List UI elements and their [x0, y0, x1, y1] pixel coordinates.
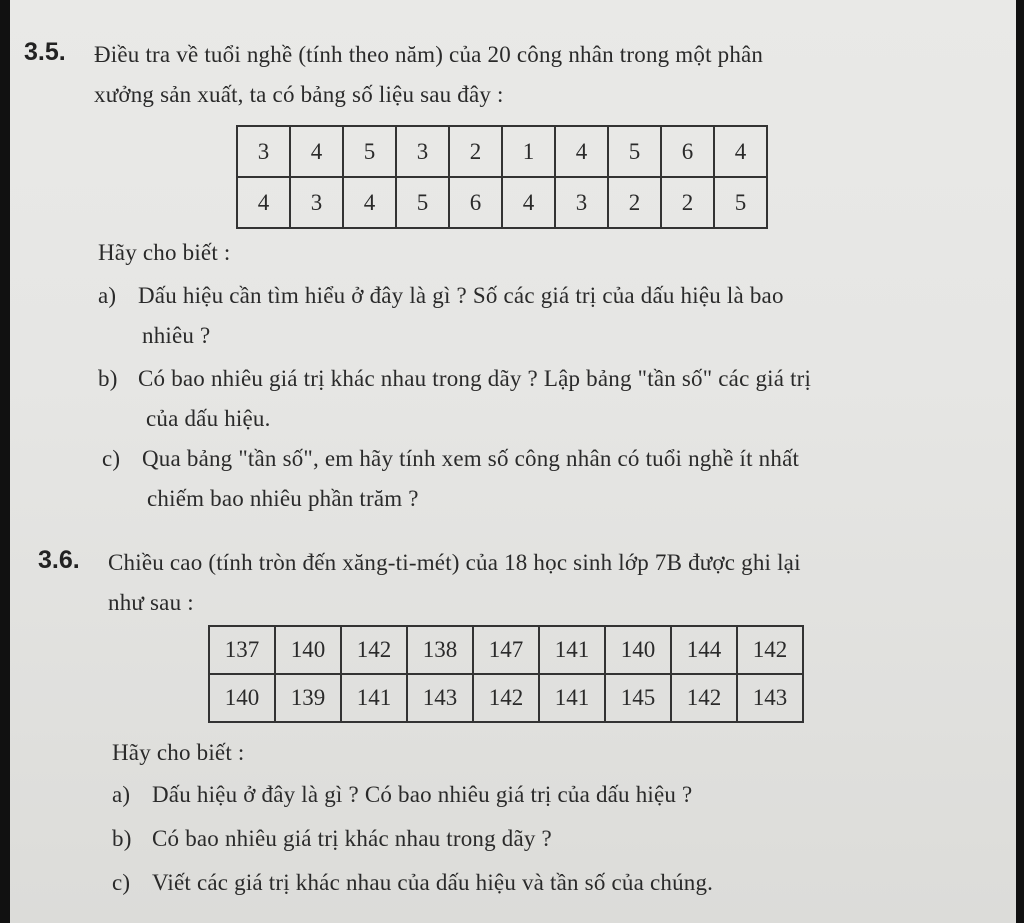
question-b-line1: Có bao nhiêu giá trị khác nhau trong dãy ? Lập bảng "tần số" các giá trị: [138, 366, 812, 391]
table-3-5-cell: 2: [449, 126, 502, 177]
table-3-5-cell: 5: [714, 177, 767, 228]
exercise-3-5-intro-line2: xưởng sản xuất, ta có bảng số liệu sau đây :: [94, 82, 504, 107]
question-c-label: c): [102, 446, 121, 471]
table-3-6-cell: 142: [737, 626, 803, 674]
table-3-6-row: [209, 674, 803, 722]
table-3-5-cell: 3: [237, 126, 290, 177]
exercise-3-6-number: 3.6.: [38, 546, 80, 574]
question-a-line1: Dấu hiệu cần tìm hiểu ở đây là gì ? Số các giá trị của dấu hiệu là bao: [138, 283, 784, 308]
table-3-6-cell: 143: [407, 674, 473, 722]
table-3-5-cell: 3: [290, 177, 343, 228]
table-3-5-cell: 6: [449, 177, 502, 228]
table-3-5-cell: 4: [714, 126, 767, 177]
exercise-3-5-question-a-line2: nhiêu ?: [142, 323, 211, 348]
table-3-5-cell: 2: [608, 177, 661, 228]
exercise-3-6-intro-line2: như sau :: [108, 590, 194, 615]
table-3-6-cell: 140: [605, 626, 671, 674]
exercise-3-5-prompt: Hãy cho biết :: [98, 240, 231, 265]
exercise-3-5-question-c: [102, 446, 799, 472]
table-3-6-cell: 140: [209, 674, 275, 722]
question-b-text: Có bao nhiêu giá trị khác nhau trong dãy ?: [152, 826, 552, 851]
table-3-6-cell: 145: [605, 674, 671, 722]
table-3-6-cell: 139: [275, 674, 341, 722]
textbook-page: [10, 0, 1016, 923]
table-3-6-cell: 147: [473, 626, 539, 674]
exercise-3-6-intro-line1: Chiều cao (tính tròn đến xăng-ti-mét) của 18 học sinh lớp 7B được ghi lại: [108, 550, 801, 575]
exercise-3-5-question-c-line2: chiếm bao nhiêu phần trăm ?: [147, 486, 419, 511]
exercise-3-5-intro-line1: Điều tra về tuổi nghề (tính theo năm) của 20 công nhân trong một phân: [94, 42, 764, 67]
table-3-6-cell: 142: [473, 674, 539, 722]
question-b-label: b): [98, 366, 118, 391]
exercise-3-5-question-b-line2: của dấu hiệu.: [146, 406, 271, 431]
table-3-6-cell: 141: [539, 674, 605, 722]
table-3-6-cell: 141: [539, 626, 605, 674]
table-3-6-cell: 141: [341, 674, 407, 722]
table-3-5-cell: 4: [502, 177, 555, 228]
exercise-3-6-table-body: [209, 626, 803, 722]
table-3-5-cell: 3: [396, 126, 449, 177]
question-c-text: Viết các giá trị khác nhau của dấu hiệu và tần số của chúng.: [152, 870, 714, 895]
table-3-6-cell: 137: [209, 626, 275, 674]
exercise-3-6-prompt: Hãy cho biết :: [112, 740, 245, 765]
question-b-label: b): [112, 826, 132, 851]
exercise-3-6-data-table: [208, 625, 804, 723]
question-a-text: Dấu hiệu ở đây là gì ? Có bao nhiêu giá trị của dấu hiệu ?: [152, 782, 693, 807]
exercise-3-5-number: 3.5.: [24, 38, 66, 66]
table-3-5-cell: 4: [343, 177, 396, 228]
table-3-6-cell: 142: [341, 626, 407, 674]
exercise-3-5-question-a: [98, 283, 784, 309]
table-3-5-cell: 4: [237, 177, 290, 228]
exercise-3-6-question-b: [112, 826, 552, 852]
table-3-5-cell: 5: [396, 177, 449, 228]
table-3-5-cell: 3: [555, 177, 608, 228]
table-3-5-cell: 1: [502, 126, 555, 177]
table-3-5-cell: 5: [608, 126, 661, 177]
exercise-3-6-question-a: [112, 782, 692, 808]
table-3-6-row: [209, 626, 803, 674]
exercise-3-5-table-body: [237, 126, 767, 228]
table-3-6-cell: 138: [407, 626, 473, 674]
table-3-5-cell: 6: [661, 126, 714, 177]
table-3-5-cell: 2: [661, 177, 714, 228]
exercise-3-5-question-b: [98, 366, 811, 392]
question-a-label: a): [112, 782, 131, 807]
table-3-6-cell: 140: [275, 626, 341, 674]
question-a-label: a): [98, 283, 117, 308]
exercise-3-5-data-table: [236, 125, 768, 229]
table-3-5-row: [237, 177, 767, 228]
table-3-6-cell: 144: [671, 626, 737, 674]
question-c-label: c): [112, 870, 131, 895]
question-c-line1: Qua bảng "tần số", em hãy tính xem số công nhân có tuổi nghề ít nhất: [142, 446, 800, 471]
exercise-3-6-question-c: [112, 870, 713, 896]
table-3-5-cell: 5: [343, 126, 396, 177]
table-3-5-cell: 4: [555, 126, 608, 177]
table-3-6-cell: 142: [671, 674, 737, 722]
table-3-5-row: [237, 126, 767, 177]
table-3-6-cell: 143: [737, 674, 803, 722]
table-3-5-cell: 4: [290, 126, 343, 177]
